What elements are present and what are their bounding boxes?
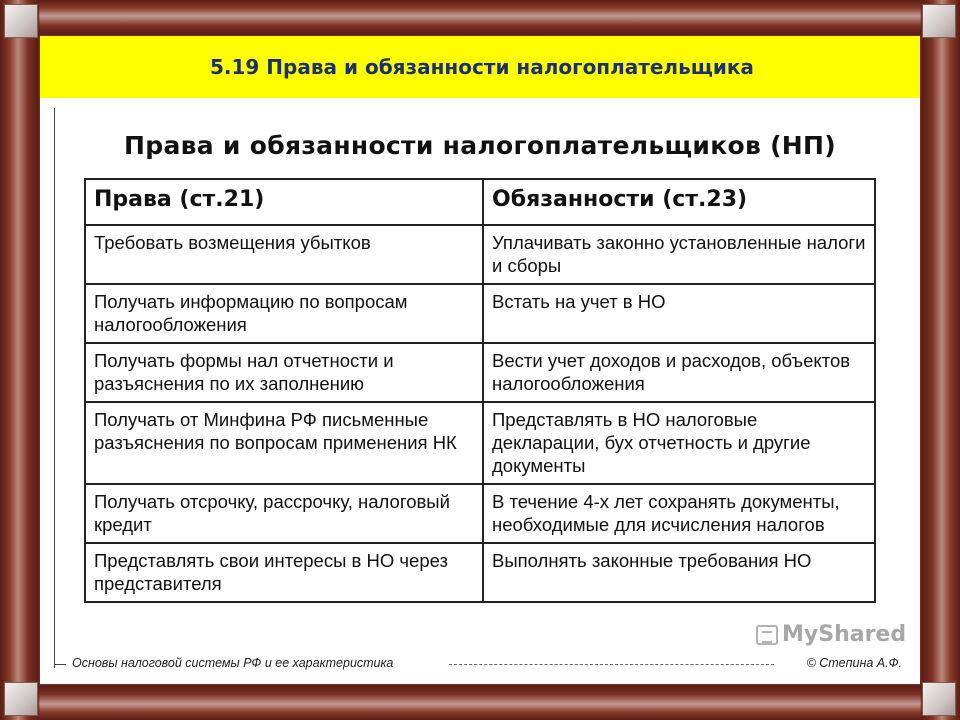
presentation-icon — [756, 625, 778, 645]
frame-corner — [922, 682, 956, 716]
table-row — [85, 343, 875, 402]
watermark-text: MyShared — [782, 622, 907, 647]
cell-right: Получать формы нал отчетности и разъяснения по их заполнению — [85, 343, 483, 402]
footer-author: © Степина А.Ф. — [806, 656, 902, 670]
footer — [54, 652, 914, 674]
footer-left-text: Основы налоговой системы РФ и ее характеристика — [72, 656, 394, 670]
watermark — [756, 622, 906, 647]
frame-corner — [922, 4, 956, 38]
cell-right: Представлять свои интересы в НО через представителя — [85, 543, 483, 602]
title-bar — [40, 36, 920, 98]
table-header-row — [85, 179, 875, 225]
cell-duty: Вести учет доходов и расходов, объектов налогообложения — [483, 343, 875, 402]
table-row — [85, 284, 875, 343]
header-duties: Обязанности (ст.23) — [483, 179, 875, 225]
footer-tick — [54, 664, 66, 665]
frame-corner — [4, 4, 38, 38]
table-row — [85, 484, 875, 543]
cell-right: Получать информацию по вопросам налогообложения — [85, 284, 483, 343]
cell-duty: Выполнять законные требования НО — [483, 543, 875, 602]
margin-line — [54, 108, 55, 668]
slide — [40, 36, 920, 684]
slide-title: 5.19 Права и обязанности налогоплательщика — [210, 55, 754, 79]
page-heading: Права и обязанности налогоплательщиков (НП) — [124, 131, 836, 160]
header-rights: Права (ст.21) — [85, 179, 483, 225]
table-row — [85, 225, 875, 284]
cell-duty: В течение 4-х лет сохранять документы, необходимые для исчисления налогов — [483, 484, 875, 543]
cell-right: Требовать возмещения убытков — [85, 225, 483, 284]
footer-divider — [449, 664, 774, 665]
cell-duty: Встать на учет в НО — [483, 284, 875, 343]
frame-corner — [4, 682, 38, 716]
table-row — [85, 543, 875, 602]
cell-duty: Представлять в НО налоговые декларации, бух отчетность и другие документы — [483, 402, 875, 484]
cell-right: Получать от Минфина РФ письменные разъяснения по вопросам применения НК — [85, 402, 483, 484]
cell-duty: Уплачивать законно установленные налоги и сборы — [483, 225, 875, 284]
table-row — [85, 402, 875, 484]
rights-duties-table — [84, 178, 876, 603]
cell-right: Получать отсрочку, рассрочку, налоговый кредит — [85, 484, 483, 543]
